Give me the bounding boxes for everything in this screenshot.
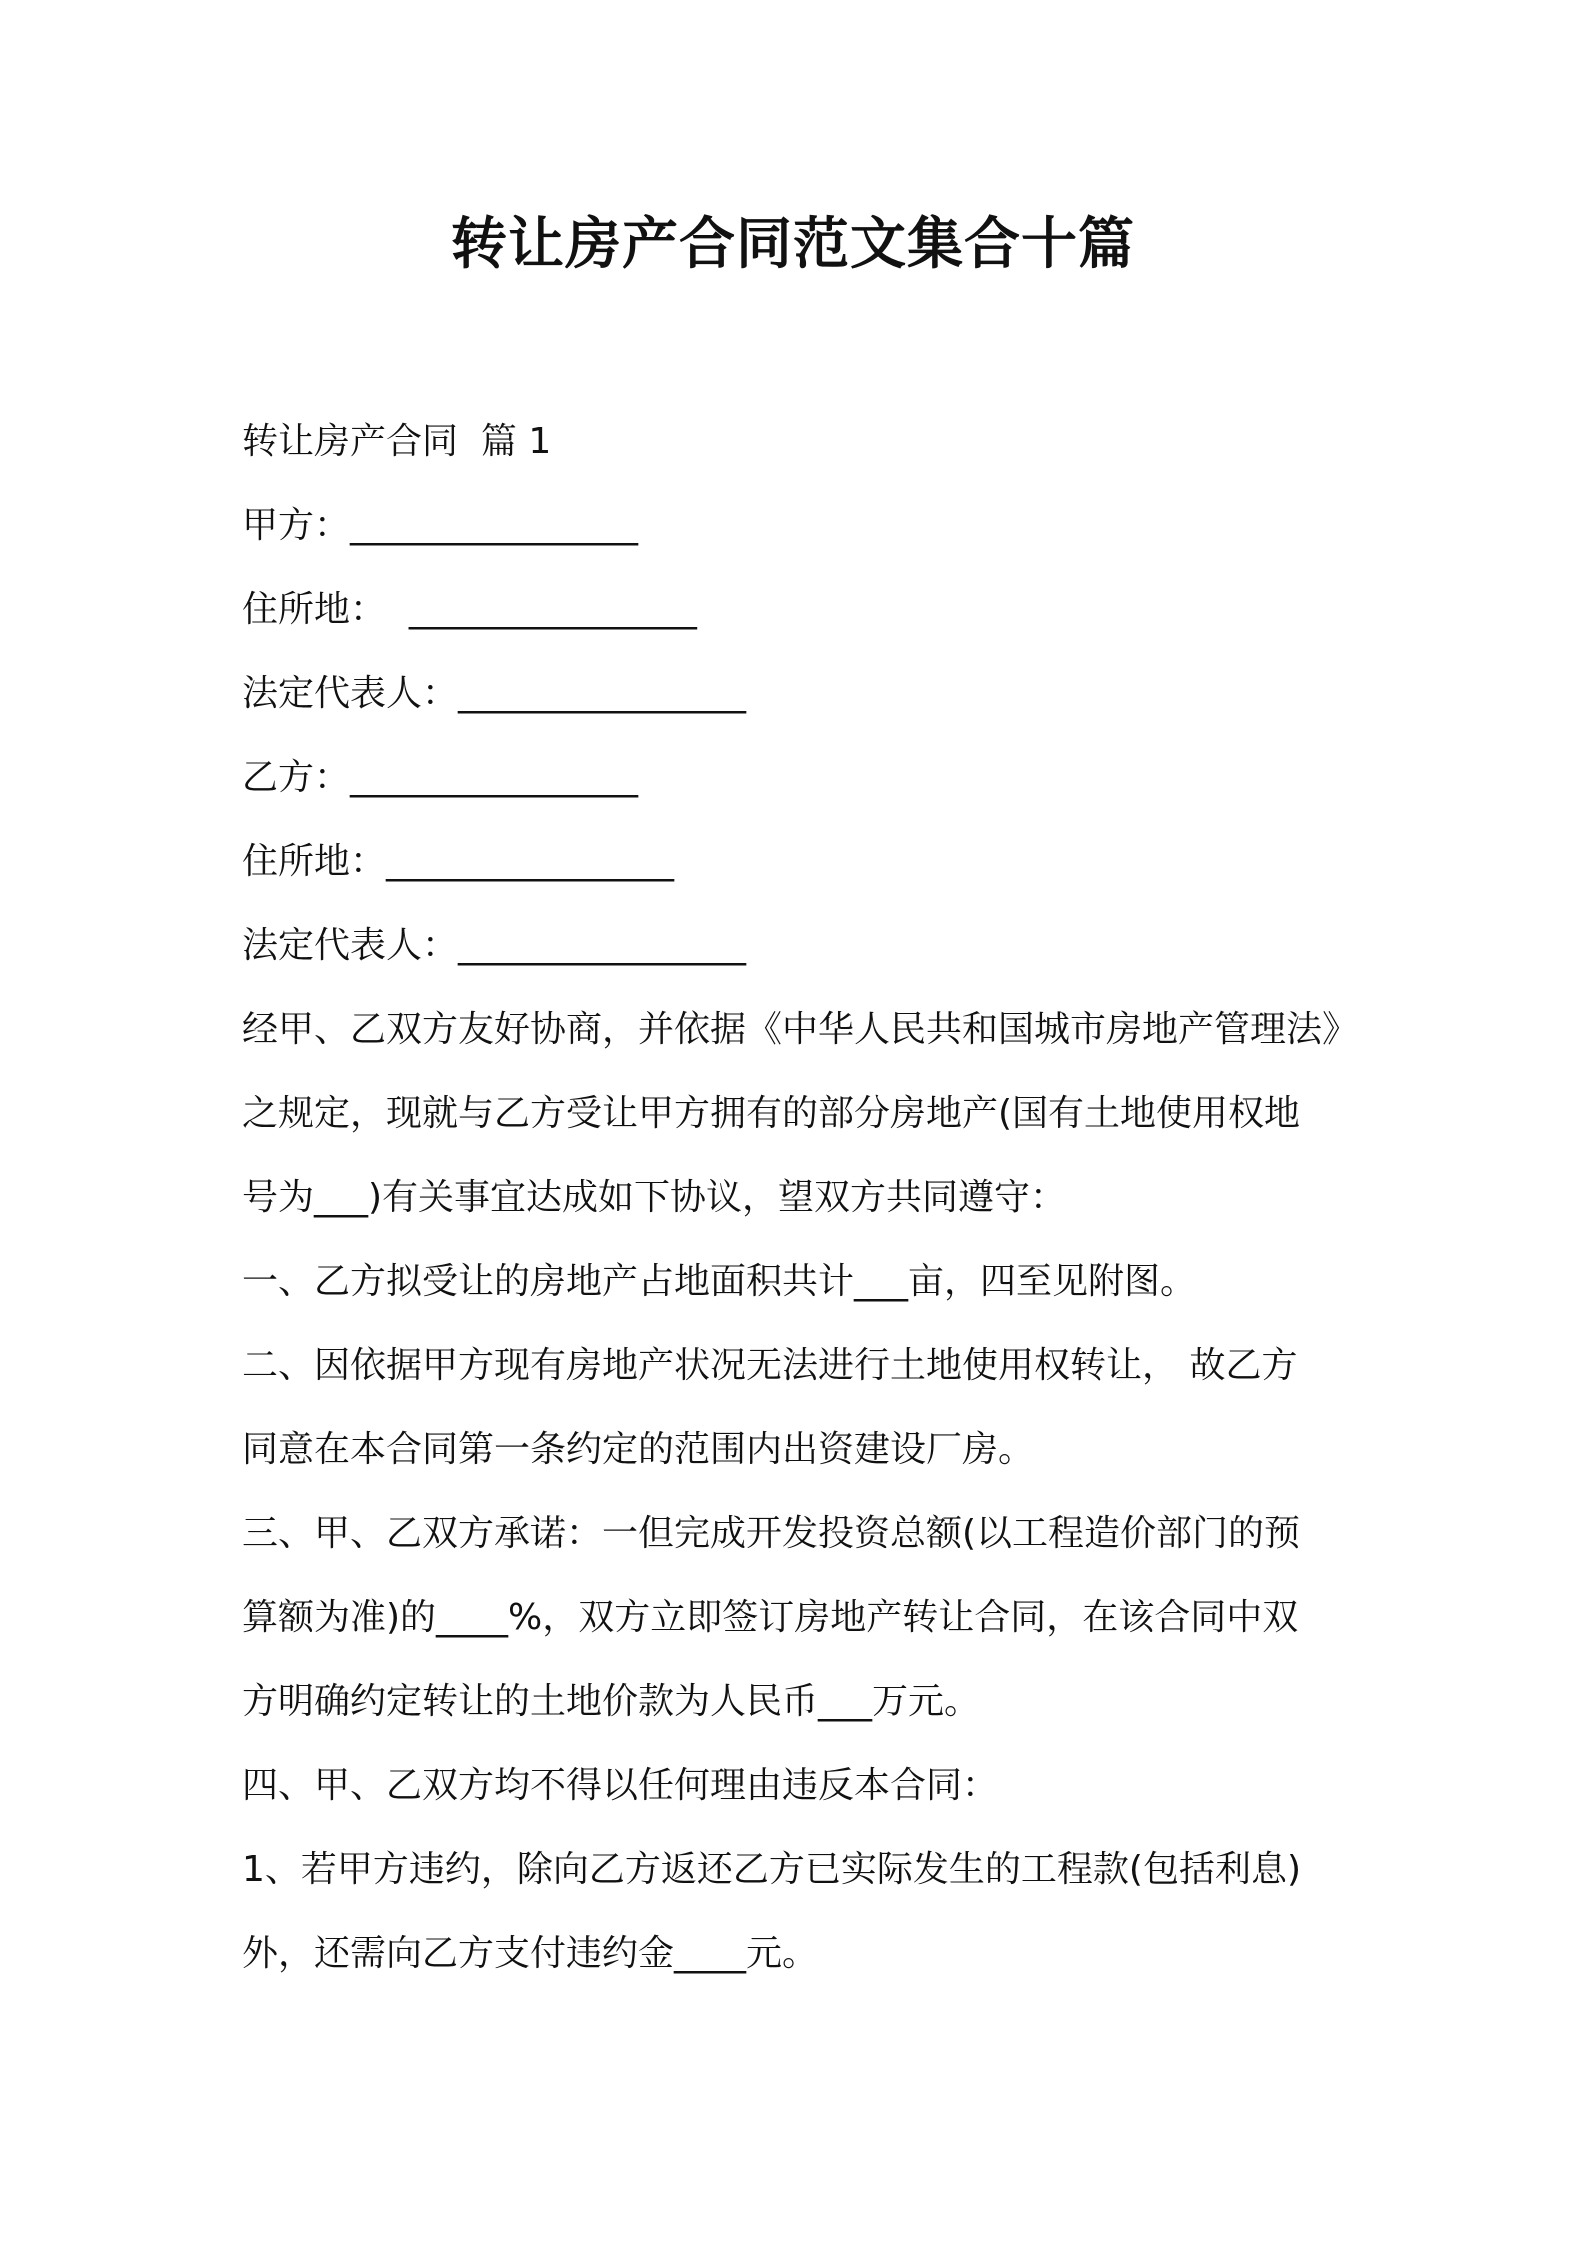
clause-4-item-1: 1、若甲方违约，除向乙方返还乙方已实际发生的工程款(包括利息): [242, 1849, 1301, 1890]
clause-4-item-1: 外，还需向乙方支付违约金____元。: [242, 1933, 819, 1974]
party-b-field: 乙方：________________: [242, 757, 639, 798]
party-a-address-field: 住所地： ________________: [242, 589, 697, 630]
clause-1: 一、乙方拟受让的房地产占地面积共计___亩，四至见附图。: [242, 1261, 1197, 1302]
clause-2: 同意在本合同第一条约定的范围内出资建设厂房。: [242, 1429, 1035, 1470]
section-heading: 转让房产合同 篇 1: [242, 421, 552, 462]
preamble-line: 经甲、乙双方友好协商，并依据《中华人民共和国城市房地产管理法》: [242, 1009, 1359, 1050]
document-title: 转让房产合同范文集合十篇: [451, 212, 1135, 277]
clause-3: 方明确约定转让的土地价款为人民币___万元。: [242, 1681, 981, 1722]
preamble-line: 号为___)有关事宜达成如下协议，望双方共同遵守：: [242, 1177, 1067, 1218]
preamble-line: 之规定，现就与乙方受让甲方拥有的部分房地产(国有土地使用权地: [242, 1093, 1301, 1134]
party-b-address-field: 住所地：________________: [242, 841, 675, 882]
party-b-representative-field: 法定代表人：________________: [242, 925, 747, 966]
party-a-representative-field: 法定代表人：________________: [242, 673, 747, 714]
clause-2: 二、因依据甲方现有房地产状况无法进行土地使用权转让， 故乙方: [242, 1345, 1298, 1386]
clause-3: 三、甲、乙双方承诺：一但完成开发投资总额(以工程造价部门的预: [242, 1513, 1301, 1554]
document-body: [242, 400, 1359, 1996]
clause-3: 算额为准)的____%，双方立即签订房地产转让合同，在该合同中双: [242, 1597, 1299, 1638]
clause-4: 四、甲、乙双方均不得以任何理由违反本合同：: [242, 1765, 999, 1806]
party-a-field: 甲方：________________: [242, 505, 639, 546]
